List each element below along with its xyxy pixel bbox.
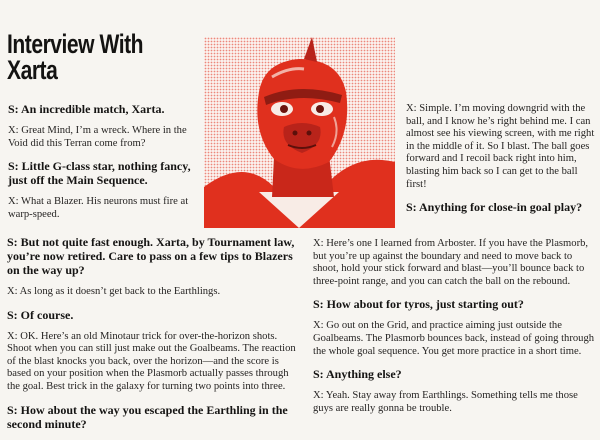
left-column bbox=[8, 102, 198, 230]
question: S: Anything for close-in goal play? bbox=[406, 200, 583, 215]
answer: X: As long as it doesn’t get back to the Earthlings. bbox=[7, 286, 221, 297]
answer: X: OK. Here’s an old Minotaur trick for over-the-horizon shots. Shoot when you can still just make out the Goalbeams. The reaction of the blast knocks you back, over the horizon—and the score is based on your position when the Plasmorb actually passes through the goal. Best trick in the galaxy for turning two points into three. bbox=[7, 330, 296, 392]
lower-right-column bbox=[313, 238, 595, 424]
answer: X: Go out on the Grid, and practice aiming just outside the Goalbeams. The Plasmorb bounces back, instead of going through the whole goal sequence. You get more practice in a short time. bbox=[313, 320, 595, 357]
question: S: Little G-class star, nothing fancy, just off the Main Sequence. bbox=[8, 159, 191, 188]
question: S: Anything else? bbox=[313, 367, 402, 382]
question: S: Of course. bbox=[7, 307, 74, 322]
question: S: But not quite fast enough. Xarta, by Tournament law, you’re now retired. Care to pass on a few tips to Blazers on the way up? bbox=[7, 235, 295, 277]
answer: X: Here’s one I learned from Arboster. If you have the Plasmorb, but you’re up against the boundary and need to move back to shoot, hold your stick forward and blast—you’ll bounce back to three-point range, and you can catch the ball on the rebound. bbox=[313, 238, 589, 287]
question: S: How about the way you escaped the Earthling in the second minute? bbox=[7, 402, 288, 431]
article-title bbox=[7, 31, 155, 83]
lower-left-column bbox=[7, 235, 303, 440]
title-line-2: Xarta bbox=[7, 55, 58, 85]
xarta-portrait bbox=[204, 37, 395, 228]
title-line-1: Interview With bbox=[7, 29, 144, 59]
question: S: How about for tyros, just starting out? bbox=[313, 297, 524, 312]
answer: X: Yeah. Stay away from Earthlings. Something tells me those guys are really gonna be trouble. bbox=[313, 390, 578, 414]
answer: X: Great Mind, I’m a wreck. Where in the Void did this Terran come from? bbox=[8, 125, 187, 149]
answer: X: What a Blazer. His neurons must fire at warp-speed. bbox=[8, 196, 189, 220]
right-column bbox=[406, 103, 596, 223]
xarta-alien-illustration bbox=[204, 37, 395, 228]
answer: X: Simple. I’m moving downgrid with the ball, and I know he’s right behind me. I can almost see his viewing screen, with me right in the middle of it. So I blast. The ball goes forward and I recoil back right into him, blasting him back so I can get to the ball first! bbox=[406, 103, 595, 190]
question: S: An incredible match, Xarta. bbox=[8, 102, 165, 116]
